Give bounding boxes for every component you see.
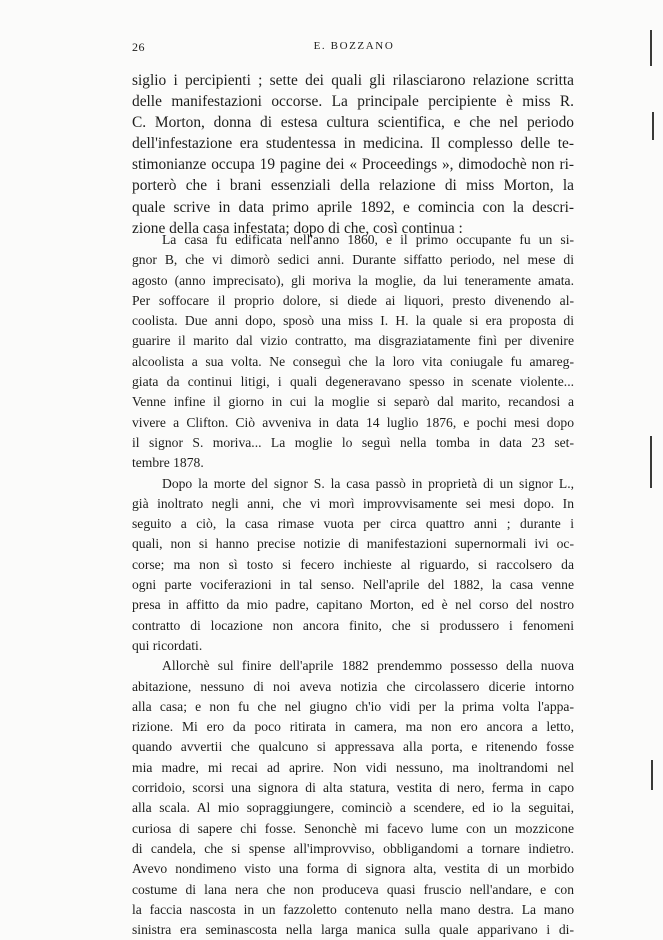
text-line: presa in affitto da mio padre, capitano Morton, ed è nel corso del nostro: [132, 597, 574, 613]
text-line: di candela, che si spense all'improvviso, obbligandomi a tornare indietro.: [132, 840, 574, 856]
paragraph: [132, 474, 574, 657]
text-line: il signor S. moriva... La moglie lo seguì nella tomba in data 23 set-: [132, 434, 574, 450]
text-line: dell'infestazione era studentessa in medicina. Il complesso delle te-: [132, 135, 574, 153]
text-line: corridoio, scorsi una signora di alta statura, vestita di nero, ferma in capo: [132, 780, 574, 796]
text-line: la faccia nascosta in un fazzoletto contenuto nella mano destra. La mano: [132, 901, 574, 917]
scan-edge-mark: [652, 112, 654, 140]
text-line: stimonianze occupa 19 pagine dei « Proceedings », dimodochè non ri-: [132, 156, 574, 174]
text-line: coolista. Due anni dopo, sposò una miss I. H. la quale si era proposta di: [132, 313, 574, 329]
text-line: alcoolista a sua volta. Ne conseguì che la loro vita coniugale fu amareg-: [132, 353, 574, 369]
quoted-testimony: [132, 230, 574, 940]
text-line: corse; ma non sì tosto si fecero inchieste al riguardo, si raccolsero da: [132, 556, 574, 572]
text-line: La casa fu edificata nell'anno 1860, e il primo occupante fu un si-: [162, 232, 574, 247]
text-line: gnor B, che vi dimorò sedici anni. Durante siffatto periodo, nel mese di: [132, 252, 574, 268]
running-header: [132, 40, 576, 56]
text-line: Per soffocare il proprio dolore, si diede ai liquori, presto divenendo al-: [132, 292, 574, 308]
text-line: C. Morton, donna di estesa cultura scientifica, e che nel periodo: [132, 114, 574, 132]
text-line: già inoltrato negli anni, che vi morì improvvisamente sei mesi dopo. In: [132, 495, 574, 511]
text-line: quale scrive in data primo aprile 1892, e comincia con la descri-: [132, 198, 574, 216]
paragraph: [132, 230, 574, 474]
text-line: tembre 1878.: [132, 455, 204, 471]
text-line: mia madre, mi recai ad aprire. Non vidi nessuno, ma inoltrandomi nel: [132, 759, 574, 775]
scan-edge-mark: [651, 760, 653, 790]
text-line: Venne infine il giorno in cui la moglie si separò dal marito, recandosi a: [132, 394, 574, 410]
text-line: delle manifestazioni occorse. La principale percipiente è miss R.: [132, 93, 574, 111]
text-line: porterò che i brani essenziali della relazione di miss Morton, la: [132, 177, 574, 195]
text-line: ogni parte vociferazioni in tal senso. Nell'aprile del 1882, la casa venne: [132, 577, 574, 593]
text-line: Allorchè sul finire dell'aprile 1882 prendemmo possesso della nuova: [162, 658, 574, 674]
text-line: quando avvertii che qualcuno si appressava alla porta, e ritenendo fosse: [132, 739, 574, 755]
intro-text: [132, 70, 574, 239]
text-line: zione della casa infestata; dopo di che, così continua :: [132, 219, 463, 237]
scan-edge-mark: [650, 30, 652, 66]
text-line: giata da continui litigi, i quali degeneravano spesso in scenate violente...: [132, 374, 574, 390]
running-title: E. BOZZANO: [313, 40, 395, 52]
text-line: curiosa di sapere chi fosse. Senonchè mi facevo lume con un mozzicone: [132, 820, 574, 836]
scan-edge-mark: [650, 436, 652, 488]
text-line: alla casa; e non fu che nel giugno ch'io vidi per la prima volta l'appa-: [132, 698, 574, 714]
text-line: guarire il marito dal vizio contratto, ma disgraziatamente finì per divenire: [132, 333, 574, 349]
text-line: Dopo la morte del signor S. la casa passò in proprietà di un signor L.,: [162, 475, 574, 491]
text-line: qui ricordati.: [132, 637, 203, 653]
paragraph: [132, 656, 574, 940]
text-line: seguito a ciò, la casa rimase vuota per circa quattro anni ; durante i: [132, 516, 574, 532]
page-number: 26: [132, 40, 145, 54]
text-line: sinistra era seminascosta nella larga manica sulla quale apparivano i di-: [132, 922, 574, 938]
text-line: abitazione, nessuno di noi aveva notizia che circolassero dicerie intorno: [132, 678, 574, 694]
text-line: alla scala. Al mio sopraggiungere, cominciò a scendere, ed io la seguitai,: [132, 800, 574, 816]
text-line: siglio i percipienti ; sette dei quali gli rilasciarono relazione scritta: [132, 72, 574, 89]
text-line: agosto (anno imprecisato), gli moriva la moglie, da lui teneramente amata.: [132, 272, 574, 288]
text-line: vivere a Clifton. Ciò avveniva in data 14 luglio 1876, e pochi mesi dopo: [132, 414, 574, 430]
text-line: quali, non si hanno precise notizie di manifestazioni supernormali ivi oc-: [132, 536, 574, 552]
text-line: costume di lana nera che non produceva quasi fruscio nell'andare, e con: [132, 881, 574, 897]
text-line: Avevo nondimeno visto una forma di signora alta, vestita di un morbido: [132, 861, 574, 877]
text-line: rizione. Mi ero da poco ritirata in camera, ma non ero ancora a letto,: [132, 719, 574, 735]
text-line: contratto di locazione non ancora finito, che si produssero i fenomeni: [132, 617, 574, 633]
